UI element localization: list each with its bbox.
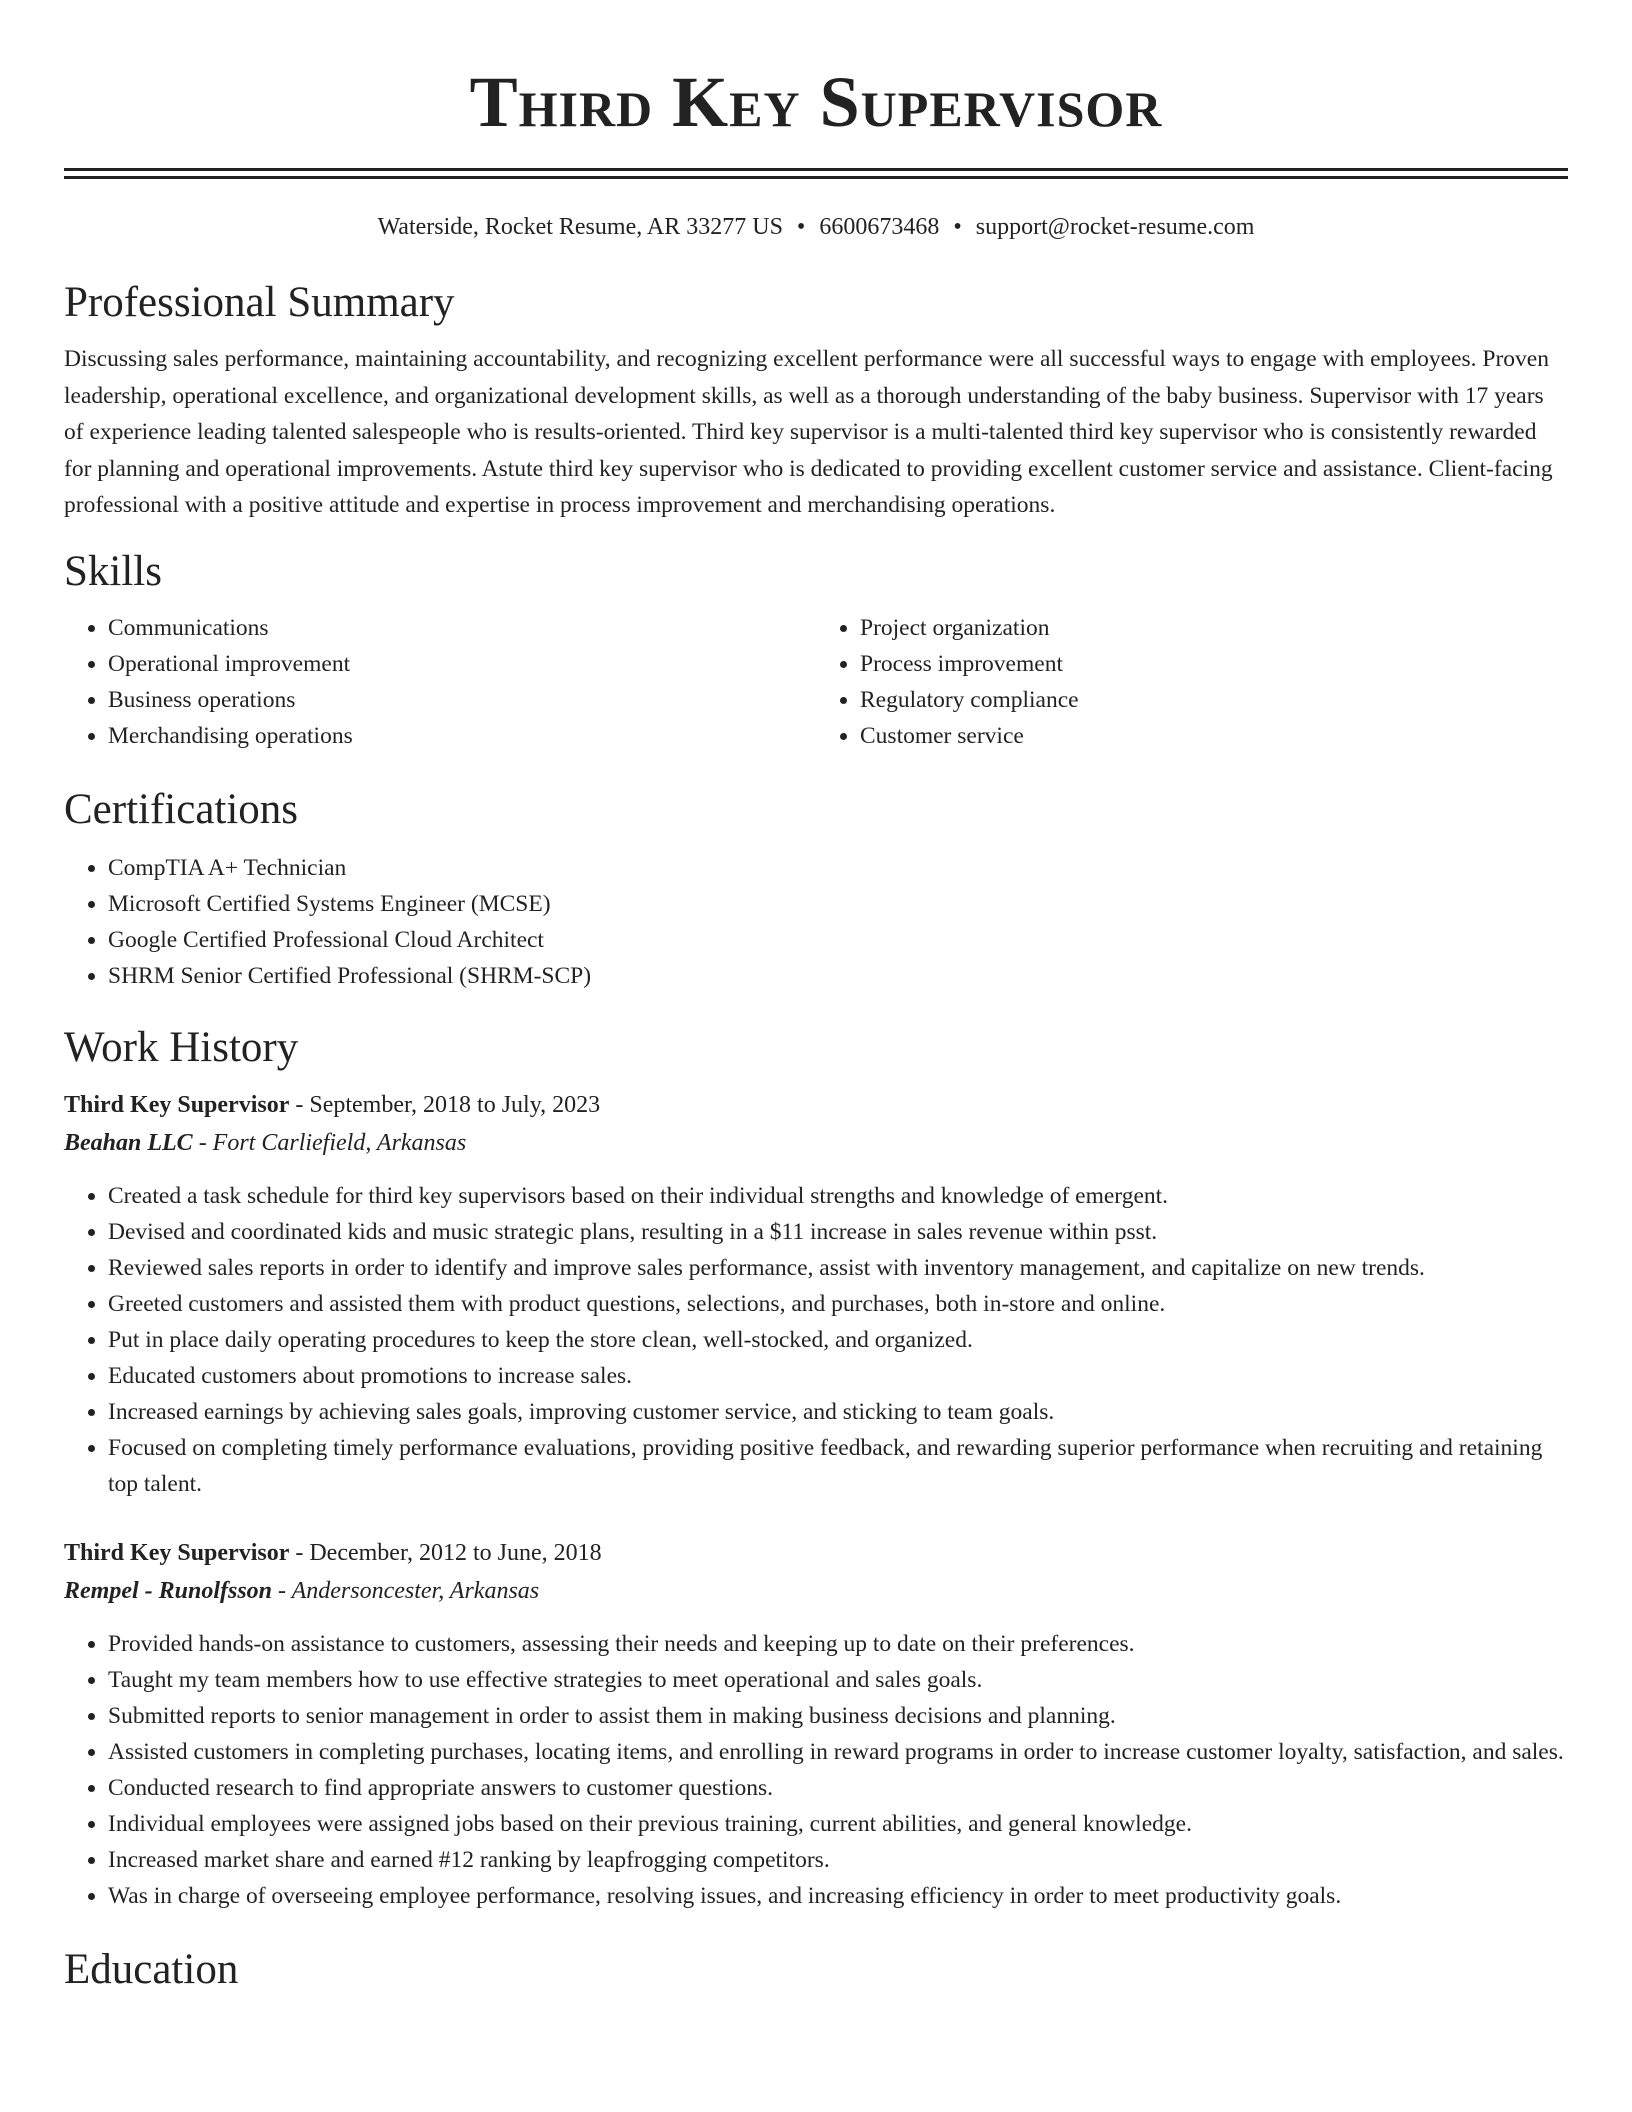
skill-item: • Operational improvement: [108, 646, 816, 682]
job-duty: • Put in place daily operating procedures to keep the store clean, well-stocked, and organized.: [108, 1322, 1568, 1358]
certifications-list: [64, 850, 1568, 994]
resume-page: [64, 0, 1568, 1996]
skills-grid: [64, 610, 1568, 754]
job-duty: • Submitted reports to senior management in order to assist them in making business decisions and planning.: [108, 1698, 1568, 1734]
job-company: Rempel - Runolfsson: [64, 1577, 273, 1604]
skill-item: • Regulatory compliance: [860, 682, 1568, 718]
job-heading: [64, 1086, 1568, 1124]
job-duty: • Greeted customers and assisted them with product questions, selections, and purchases, both in-store and online.: [108, 1286, 1568, 1322]
skill-item: • Merchandising operations: [108, 718, 816, 754]
job-entry: [64, 1086, 1568, 1502]
job-duty: • Reviewed sales reports in order to identify and improve sales performance, assist with inventory management, and capitalize on new trends.: [108, 1250, 1568, 1286]
section-title-summary: Professional Summary: [64, 279, 455, 326]
job-company: Beahan LLC: [64, 1129, 193, 1156]
job-duty: • Increased earnings by achieving sales goals, improving customer service, and sticking to team goals.: [108, 1394, 1568, 1430]
job-employer: [64, 1124, 1568, 1162]
job-duty: • Was in charge of overseeing employee performance, resolving issues, and increasing efficiency in order to meet productivity goals.: [108, 1878, 1568, 1914]
section-title-work-history: Work History: [64, 1023, 299, 1071]
job-duty: • Taught my team members how to use effective strategies to meet operational and sales goals.: [108, 1662, 1568, 1698]
job-duty: • Devised and coordinated kids and music strategic plans, resulting in a $11 increase in sales revenue within psst.: [108, 1214, 1568, 1250]
skill-item: • Business operations: [108, 682, 816, 718]
job-duty: • Increased market share and earned #12 ranking by leapfrogging competitors.: [108, 1842, 1568, 1878]
job-dates: - December, 2012 to June, 2018: [289, 1539, 602, 1566]
job-location: - Fort Carliefield, Arkansas: [192, 1129, 467, 1156]
job-duty: • Provided hands-on assistance to customers, assessing their needs and keeping up to date on their preferences.: [108, 1626, 1568, 1662]
job-duties-list: [64, 1626, 1568, 1914]
skills-column-left: [64, 610, 816, 754]
contact-line: [64, 211, 1568, 243]
certification-item: • Google Certified Professional Cloud Architect: [108, 922, 1568, 958]
job-duties-list: [64, 1178, 1568, 1502]
skill-item: • Project organization: [860, 610, 1568, 646]
contact-separator: •: [953, 214, 962, 240]
job-location: - Andersoncester, Arkansas: [272, 1577, 540, 1604]
section-title-skills: Skills: [64, 547, 162, 595]
contact-phone: 6600673468: [819, 214, 940, 240]
certification-item: • Microsoft Certified Systems Engineer (MCSE): [108, 886, 1568, 922]
job-title: Third Key Supervisor: [64, 1539, 290, 1566]
job-duty: • Created a task schedule for third key supervisors based on their individual strengths and knowledge of emergent.: [108, 1178, 1568, 1214]
certification-item: • SHRM Senior Certified Professional (SHRM-SCP): [108, 958, 1568, 994]
job-duty: • Educated customers about promotions to increase sales.: [108, 1358, 1568, 1394]
skill-item: • Communications: [108, 610, 816, 646]
job-duty: • Assisted customers in completing purchases, locating items, and enrolling in reward programs in order to increase customer loyalty, satisfaction, and sales.: [108, 1734, 1568, 1770]
job-heading: [64, 1534, 1568, 1572]
skills-column-right: [816, 610, 1568, 754]
skill-item: • Process improvement: [860, 646, 1568, 682]
contact-address: Waterside, Rocket Resume, AR 33277 US: [377, 214, 783, 240]
job-duty: • Conducted research to find appropriate answers to customer questions.: [108, 1770, 1568, 1806]
job-title: Third Key Supervisor: [64, 1091, 290, 1118]
section-title-certifications: Certifications: [64, 785, 299, 833]
certification-item: • CompTIA A+ Technician: [108, 850, 1568, 886]
job-entry: [64, 1534, 1568, 1914]
contact-email: support@rocket-resume.com: [975, 214, 1255, 240]
job-duty: • Focused on completing timely performance evaluations, providing positive feedback, and rewarding superior performance when recruiting and retaining top talent.: [108, 1430, 1568, 1502]
contact-separator: •: [796, 214, 806, 240]
job-employer: [64, 1572, 1568, 1610]
job-dates: - September, 2018 to July, 2023: [289, 1091, 601, 1118]
resume-name: Third Key Supervisor: [469, 62, 1163, 142]
job-duty: • Individual employees were assigned jobs based on their previous training, current abilities, and general knowledge.: [108, 1806, 1568, 1842]
section-title-education: Education: [64, 1945, 239, 1993]
summary-text: Discussing sales performance, maintaining accountability, and recognizing excellent performance were all successful ways to engage with employees. Proven leadership, operational excellence, and organizational development skills, as well as a thorough understanding of the baby business. Supervisor with 17 years of experience leading talented salespeople who is results-oriented. Third key supervisor is a multi-talented third key supervisor who is consistently rewarded for planning and operational improvements. Astute third key supervisor who is dedicated to providing excellent customer service and assistance. Client-facing professional with a positive attitude and expertise in process improvement and merchandising operations.: [64, 346, 1553, 518]
skill-item: • Customer service: [860, 718, 1568, 754]
header-double-rule: [64, 168, 1568, 179]
